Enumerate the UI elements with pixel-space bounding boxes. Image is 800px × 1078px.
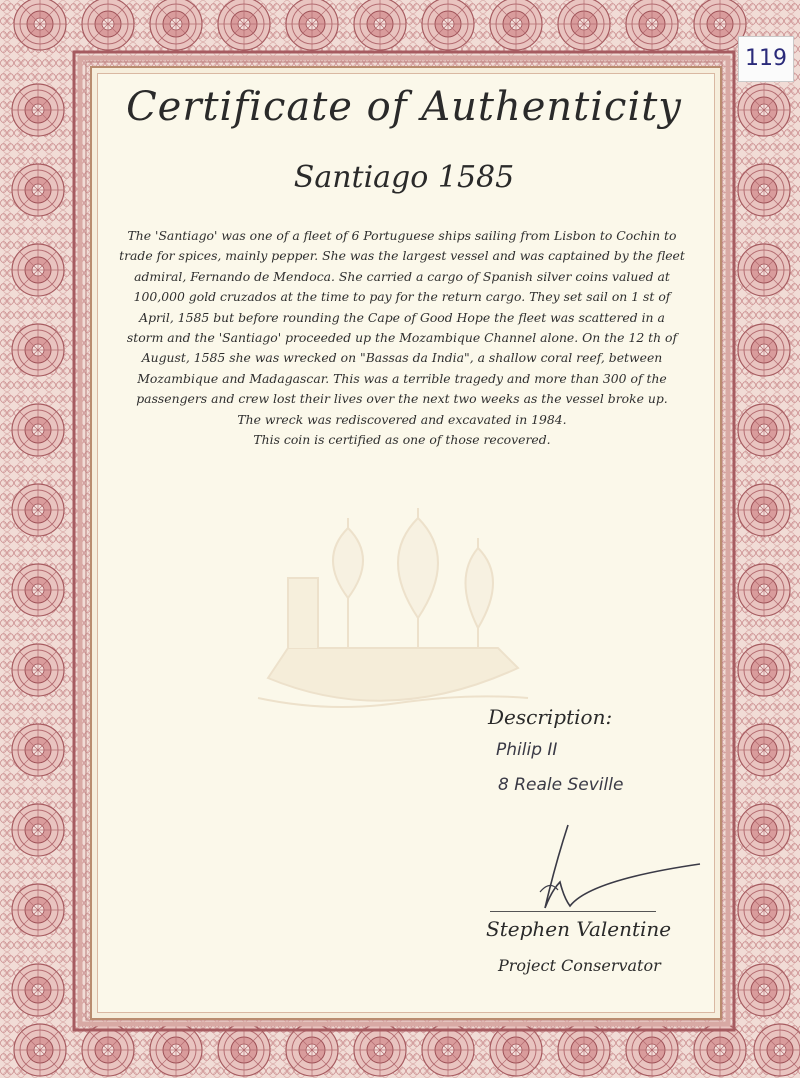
body-line: admiral, Fernando de Mendoca. She carried a cargo of Spanish silver coins valued at [134, 268, 670, 284]
description-heading: Description: [488, 705, 613, 729]
certificate-subtitle: Santiago 1585 [293, 160, 515, 195]
body-line: This coin is certified as one of those recovered. [253, 432, 551, 448]
body-line: The 'Santiago' was one of a fleet of 6 Portuguese ships sailing from Lisbon to Cochin to [127, 228, 677, 243]
certificate-title: Certificate of Authenticity [126, 84, 682, 130]
body-line: August, 1585 she was wrecked on "Bassas da India", a shallow coral reef, between [141, 350, 663, 366]
signer-name: Stephen Valentine [486, 917, 672, 941]
signature-line [490, 911, 656, 912]
signature-mark [500, 820, 705, 915]
certificate-body [100, 226, 704, 450]
body-line: 100,000 gold cruzados at the time to pay for the return cargo. They set sail on 1 st of [133, 289, 671, 305]
signer-title: Project Conservator [498, 956, 661, 975]
description-coin-ruler: Philip II [496, 740, 558, 760]
body-line: storm and the 'Santiago' proceeded up the Mozambique Channel alone. On the 12 th of [126, 330, 678, 346]
page-number-tag: 119 [738, 36, 794, 82]
body-line: April, 1585 but before rounding the Cape of Good Hope the fleet was scattered in a [139, 309, 665, 325]
body-line: trade for spices, mainly pepper. She was the largest vessel and was captained by the fleet [119, 248, 685, 264]
description-coin-type: 8 Reale Seville [498, 775, 624, 795]
body-line: Mozambique and Madagascar. This was a terrible tragedy and more than 300 of the [137, 370, 667, 386]
body-line: passengers and crew lost their lives over the next two weeks as the vessel broke up. [136, 391, 668, 407]
body-line: The wreck was rediscovered and excavated in 1984. [237, 411, 567, 427]
